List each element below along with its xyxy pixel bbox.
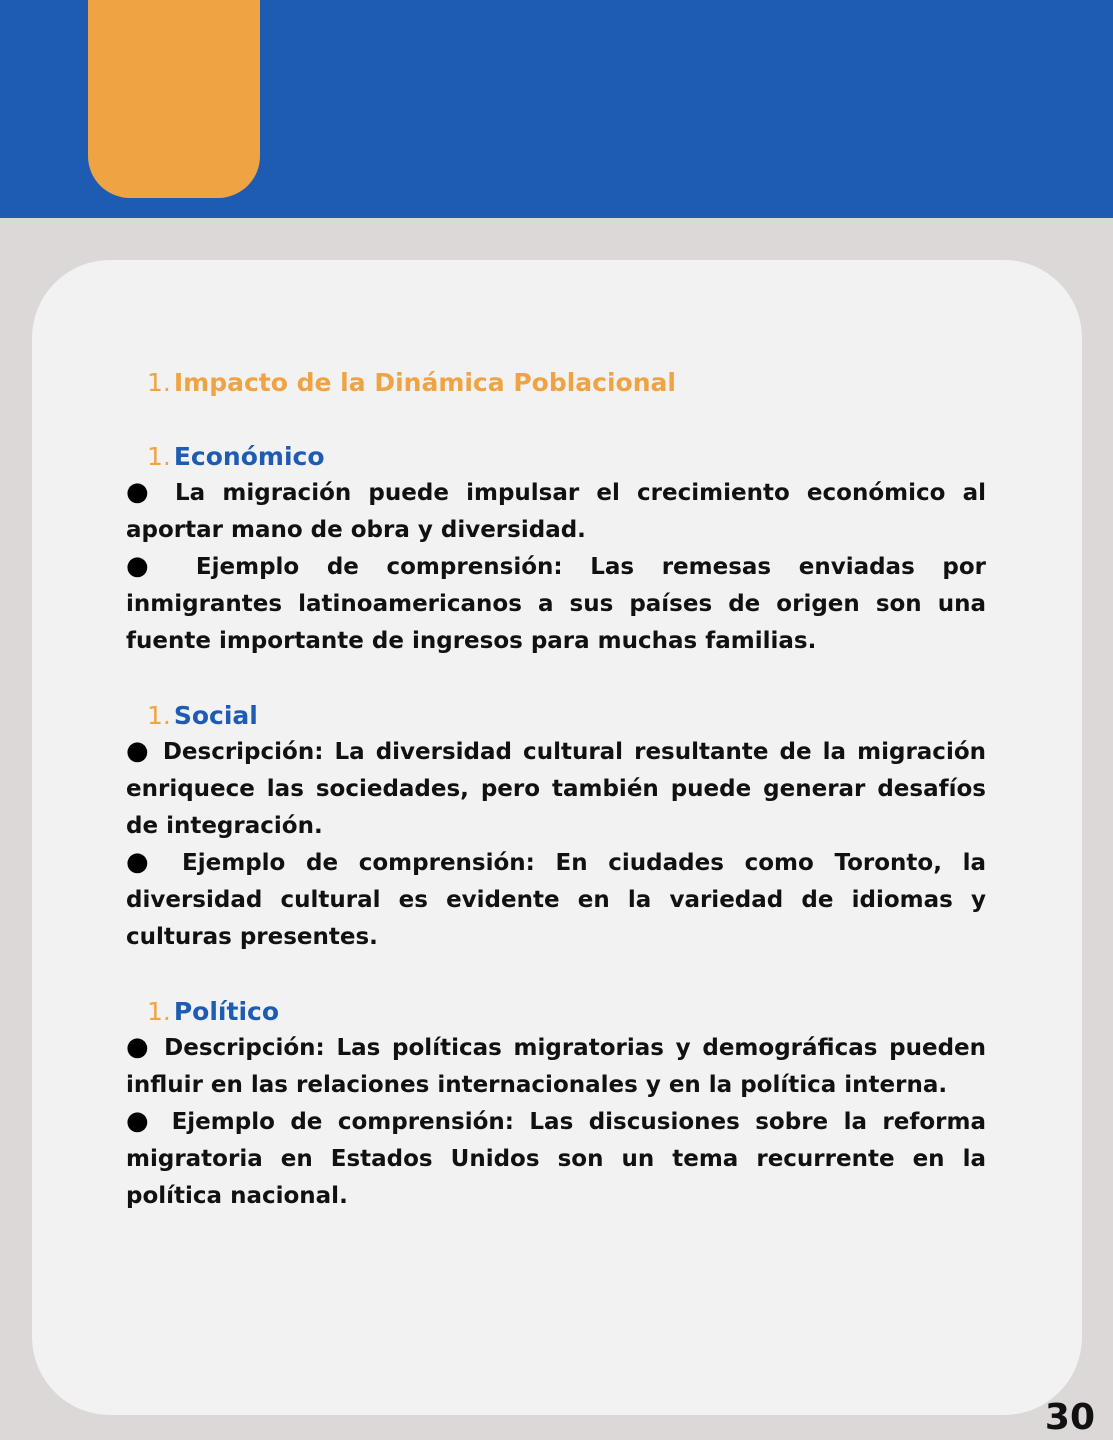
content-body — [126, 364, 986, 1215]
section-politico — [126, 993, 986, 1215]
header-accent-tab — [88, 0, 260, 198]
section-title: Económico — [173, 442, 325, 471]
bullet-icon: ● — [126, 477, 158, 507]
section-number: 1. — [147, 442, 171, 471]
section-social — [126, 697, 986, 956]
bullet-icon: ● — [126, 736, 152, 766]
section-heading — [126, 438, 986, 475]
bullet-paragraph — [126, 549, 986, 660]
bullet-paragraph — [126, 734, 986, 845]
bullet-paragraph — [126, 1104, 986, 1215]
paragraph-text: La migración puede impulsar el crecimiento económico al aportar mano de obra y diversidad. — [126, 480, 986, 543]
bullet-paragraph — [126, 475, 986, 549]
main-heading-text: Impacto de la Dinámica Poblacional — [173, 368, 676, 397]
paragraph-text: Ejemplo de comprensión: Las remesas enviadas por inmigrantes latinoamericanos a sus países de origen son una fuente importante de ingresos para muchas familias. — [126, 554, 986, 654]
page-number: 30 — [1044, 1397, 1095, 1438]
paragraph-text: Descripción: Las políticas migratorias y demográficas pueden influir en las relaciones internacionales y en la política interna. — [126, 1035, 987, 1098]
section-title: Político — [173, 997, 280, 1026]
section-heading — [126, 697, 986, 734]
bullet-icon: ● — [126, 1106, 157, 1136]
bullet-icon: ● — [126, 1032, 153, 1062]
paragraph-text: Descripción: La diversidad cultural resultante de la migración enriquece las sociedades, pero también puede generar desafíos de integración. — [126, 739, 986, 839]
bullet-paragraph — [126, 1030, 986, 1104]
paragraph-text: Ejemplo de comprensión: Las discusiones sobre la reforma migratoria en Estados Unidos son un tema recurrente en la política nacional. — [126, 1109, 986, 1209]
section-heading — [126, 993, 986, 1030]
bullet-icon: ● — [126, 847, 162, 877]
section-economico — [126, 438, 986, 660]
section-number: 1. — [147, 997, 171, 1026]
bullet-icon: ● — [126, 551, 169, 581]
main-heading-number: 1. — [147, 368, 171, 397]
section-title: Social — [173, 701, 258, 730]
bullet-paragraph — [126, 845, 986, 956]
section-number: 1. — [147, 701, 171, 730]
main-heading — [126, 364, 986, 401]
paragraph-text: Ejemplo de comprensión: En ciudades como Toronto, la diversidad cultural es evidente en la variedad de idiomas y culturas presentes. — [126, 850, 987, 950]
